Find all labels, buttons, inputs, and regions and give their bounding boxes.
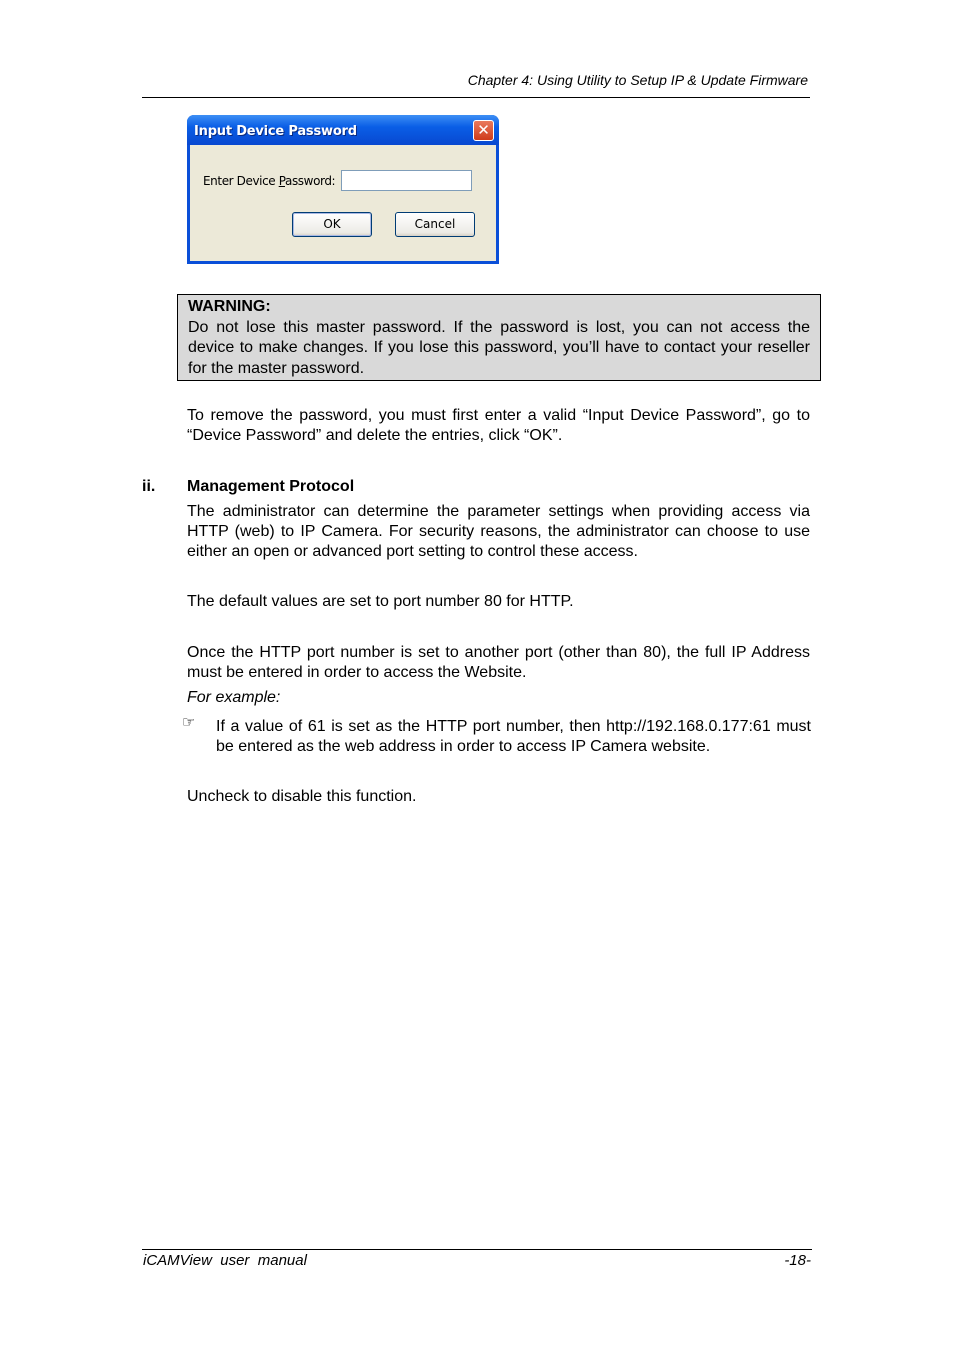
section-intro-paragraph: The administrator can determine the parameter settings when providing access via HTTP (web) to IP Camera. For security reasons, the administrator can choose to use either an open or advanced port setting to control these access. xyxy=(187,503,810,560)
default-values-paragraph: The default values are set to port number 80 for HTTP. xyxy=(187,593,574,610)
ok-button[interactable]: OK xyxy=(292,212,372,237)
pointing-hand-icon: ☞ xyxy=(182,714,196,731)
warning-text: Do not lose this master password. If the password is lost, you can not access the device to make changes. If you lose this password, you’ll have to contact your reseller for the master password. xyxy=(188,318,810,377)
page-header: Chapter 4: Using Utility to Setup IP & Update Firmware xyxy=(467,72,808,88)
close-icon[interactable]: ✕ xyxy=(473,120,494,141)
password-dialog xyxy=(187,115,499,264)
uncheck-paragraph: Uncheck to disable this function. xyxy=(187,788,417,805)
section-number: ii. xyxy=(142,478,156,495)
page-number: -18- xyxy=(784,1252,811,1269)
section-title: Management Protocol xyxy=(187,478,355,495)
warning-title: WARNING: xyxy=(188,298,271,315)
cancel-button[interactable]: Cancel xyxy=(395,212,475,237)
footer-rule xyxy=(142,1249,812,1250)
warning-box xyxy=(177,294,821,381)
dialog-titlebar[interactable] xyxy=(187,115,499,145)
example-text: If a value of 61 is set as the HTTP port number, then http://192.168.0.177:61 must be entered as the web address in order to access IP Camera website. xyxy=(216,718,811,755)
header-rule xyxy=(142,97,810,98)
footer-title: iCAMView user manual xyxy=(143,1252,307,1269)
password-input[interactable] xyxy=(341,170,472,191)
remove-password-paragraph: To remove the password, you must first enter a valid “Input Device Password”, go to “Device Password” and delete the entries, click “OK”. xyxy=(187,407,810,444)
example-label: For example: xyxy=(187,689,281,706)
password-label: Enter Device Password: xyxy=(203,174,336,188)
dialog-body xyxy=(190,145,496,261)
port-change-paragraph: Once the HTTP port number is set to another port (other than 80), the full IP Address must be entered in order to access the Website. xyxy=(187,644,810,681)
dialog-title: Input Device Password xyxy=(194,124,357,139)
